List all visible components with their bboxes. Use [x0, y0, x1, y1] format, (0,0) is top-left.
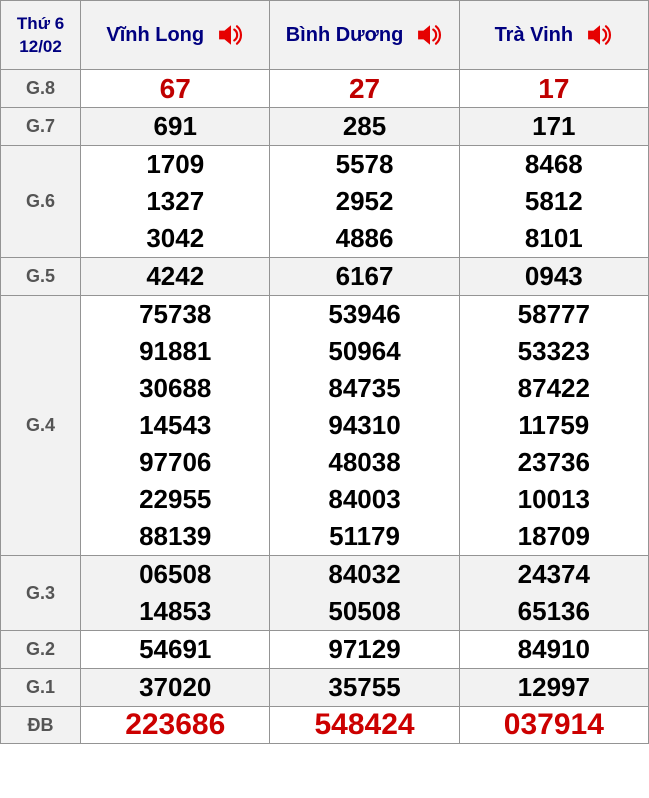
header-row: [1, 1, 649, 70]
prize-value: 11759: [518, 410, 590, 440]
column-header-vinh-long: [81, 1, 270, 70]
prize-label: G.7: [1, 108, 81, 146]
prize-value: 97706: [139, 447, 212, 477]
region-label: Trà Vinh: [494, 23, 574, 46]
table-row: [1, 631, 649, 669]
prize-value: 91881: [139, 336, 212, 366]
prize-value: 10013: [517, 484, 590, 514]
prize-value: 48038: [328, 447, 401, 477]
prize-value: 548424: [314, 708, 415, 741]
speaker-icon[interactable]: [417, 23, 443, 47]
prize-value: 50964: [328, 336, 401, 366]
prize-cell: [459, 70, 648, 108]
table-row: [1, 669, 649, 707]
prize-label: G.6: [1, 146, 81, 258]
prize-value: 97129: [328, 634, 401, 664]
table-row: [1, 70, 649, 108]
column-header-tra-vinh: [459, 1, 648, 70]
table-row: [1, 556, 649, 631]
prize-cell: [459, 296, 648, 556]
prize-label: G.2: [1, 631, 81, 669]
prize-cell: [459, 146, 648, 258]
table-row: [1, 108, 649, 146]
results-body: [1, 70, 649, 744]
prize-cell: [459, 108, 648, 146]
prize-value: 285: [342, 111, 387, 141]
prize-value: 23736: [517, 447, 590, 477]
prize-value: 37020: [139, 672, 212, 702]
prize-value: 65136: [517, 596, 590, 626]
prize-value: 88139: [139, 521, 212, 551]
prize-value: 12997: [517, 672, 590, 702]
prize-value: 30688: [139, 373, 212, 403]
prize-value: 53946: [328, 299, 401, 329]
prize-value: 037914: [503, 708, 604, 741]
prize-label: G.4: [1, 296, 81, 556]
prize-cell: [270, 258, 459, 296]
prize-value: 58777: [517, 299, 590, 329]
prize-value: 94310: [328, 410, 401, 440]
prize-value: 35755: [328, 672, 401, 702]
prize-value: 691: [153, 111, 197, 141]
region-label: Bình Dương: [285, 23, 404, 46]
prize-value: 1327: [146, 186, 205, 216]
prize-value: 4886: [335, 223, 394, 253]
prize-cell: [270, 108, 459, 146]
prize-value: 8101: [524, 223, 583, 253]
prize-value: 1709: [146, 149, 205, 179]
prize-value: 223686: [125, 708, 226, 741]
prize-value: 17: [538, 73, 570, 104]
prize-cell: [81, 631, 270, 669]
region-label: Vĩnh Long: [106, 23, 205, 46]
prize-value: 5578: [335, 149, 394, 179]
prize-cell: [459, 707, 648, 744]
prize-value: 2952: [335, 186, 394, 216]
speaker-icon[interactable]: [587, 23, 613, 47]
prize-cell: [81, 669, 270, 707]
prize-value: 4242: [146, 261, 205, 291]
prize-value: 84032: [328, 559, 401, 589]
table-row: [1, 296, 649, 556]
prize-cell: [270, 556, 459, 631]
prize-cell: [270, 146, 459, 258]
prize-cell: [81, 296, 270, 556]
prize-value: 53323: [517, 336, 590, 366]
prize-value: 24374: [517, 559, 590, 589]
prize-value: 06508: [139, 559, 212, 589]
column-header-binh-duong: [270, 1, 459, 70]
table-header: [1, 1, 649, 70]
prize-cell: [81, 70, 270, 108]
prize-cell: [81, 108, 270, 146]
prize-cell: [270, 70, 459, 108]
prize-value: 6167: [335, 261, 394, 291]
prize-label: ĐB: [1, 707, 81, 744]
prize-cell: [459, 669, 648, 707]
prize-cell: [270, 631, 459, 669]
prize-value: 18709: [517, 521, 590, 551]
prize-cell: [459, 258, 648, 296]
prize-value: 84735: [328, 373, 401, 403]
prize-value: 67: [159, 73, 191, 104]
prize-value: 14543: [139, 410, 212, 440]
prize-value: 14853: [139, 596, 212, 626]
prize-value: 22955: [139, 484, 212, 514]
prize-cell: [81, 556, 270, 631]
prize-label: G.8: [1, 70, 81, 108]
prize-value: 51179: [329, 521, 400, 551]
prize-value: 75738: [139, 299, 212, 329]
draw-date-cell: [1, 1, 81, 70]
prize-cell: [459, 631, 648, 669]
prize-value: 84003: [328, 484, 401, 514]
prize-value: 171: [532, 111, 576, 141]
prize-cell: [270, 707, 459, 744]
prize-value: 84910: [517, 634, 590, 664]
prize-label: G.3: [1, 556, 81, 631]
prize-value: 5812: [524, 186, 583, 216]
prize-value: 87422: [517, 373, 590, 403]
draw-date: 12/02: [19, 37, 62, 56]
draw-day: Thứ 6: [16, 14, 65, 33]
prize-value: 27: [348, 73, 381, 104]
table-row: [1, 258, 649, 296]
prize-cell: [81, 707, 270, 744]
prize-value: 50508: [328, 596, 401, 626]
prize-label: G.1: [1, 669, 81, 707]
prize-value: 3042: [146, 223, 205, 253]
prize-value: 54691: [139, 634, 212, 664]
prize-cell: [459, 556, 648, 631]
table-row: [1, 146, 649, 258]
prize-value: 0943: [524, 261, 583, 291]
prize-label: G.5: [1, 258, 81, 296]
prize-value: 8468: [524, 149, 583, 179]
prize-cell: [81, 146, 270, 258]
table-row: [1, 707, 649, 744]
prize-cell: [270, 669, 459, 707]
speaker-icon[interactable]: [218, 23, 244, 47]
prize-cell: [81, 258, 270, 296]
prize-cell: [270, 296, 459, 556]
